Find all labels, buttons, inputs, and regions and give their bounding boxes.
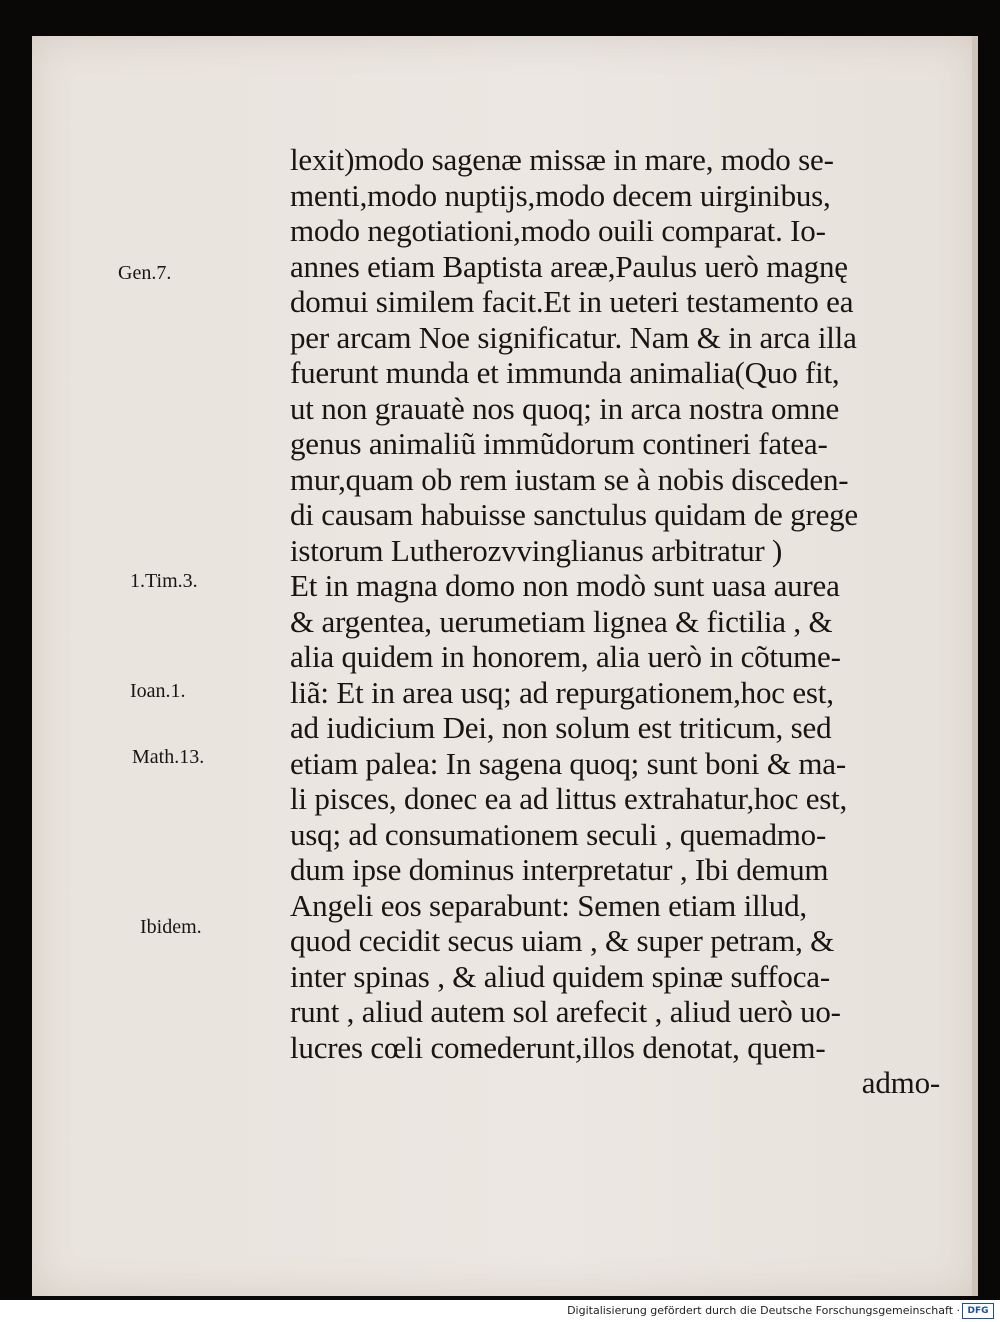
text-line: domui similem facit.Et in ueteri testamento ea	[290, 284, 854, 319]
text-line: Angeli eos separabunt: Semen etiam illud,	[290, 887, 807, 923]
text-line: ad iudicium Dei, non solum est triticum, sed	[290, 710, 832, 745]
text-line: alia quidem in honorem, alia uerò in cõtume-	[290, 639, 841, 674]
text-line: istorum Lutherozvvinglianus arbitratur )	[290, 532, 783, 568]
text-line: ut non grauatè nos quoq; in arca nostra omne	[290, 390, 840, 426]
dfg-logo: DFG	[962, 1303, 994, 1319]
marginal-note-ioan: Ioan.1.	[130, 680, 186, 702]
text-line: fuerunt munda et immunda animalia(Quo fit,	[290, 355, 840, 390]
marginal-note-tim: 1.Tim.3.	[130, 570, 198, 592]
text-line: annes etiam Baptista areæ,Paulus uerò magnę	[290, 248, 848, 284]
digitization-credit: Digitalisierung gefördert durch die Deutsche Forschungsgemeinschaft ·	[567, 1304, 960, 1317]
marginal-note-math: Math.13.	[132, 746, 205, 768]
page-edge	[972, 36, 978, 1296]
text-line: menti,modo nuptijs,modo decem uirginibus,	[290, 177, 831, 213]
text-line: li pisces, donec ea ad littus extrahatur,hoc est,	[290, 781, 848, 816]
text-line: usq; ad consumationem seculi , quemadmo-	[290, 816, 827, 852]
text-line: lexit)modo sagenæ missæ in mare, modo se-	[290, 142, 834, 177]
text-line: modo negotiationi,modo ouili comparat. Io-	[290, 213, 826, 248]
text-line: di causam habuisse sanctulus quidam de grege	[290, 497, 858, 532]
marginal-note-gen: Gen.7.	[118, 262, 172, 284]
marginal-note-ibidem: Ibidem.	[140, 916, 202, 938]
text-line: Et in magna domo non modò sunt uasa aurea	[290, 568, 840, 603]
text-line: genus animaliũ immũdorum contineri fatea-	[290, 426, 828, 461]
text-line: inter spinas , & aliud quidem spinæ suffoca-	[290, 958, 830, 994]
text-line: dum ipse dominus interpretatur , Ibi demum	[290, 852, 829, 887]
text-line: mur,quam ob rem iustam se à nobis disceden-	[290, 461, 849, 497]
body-text	[290, 142, 940, 1101]
text-line: runt , aliud autem sol arefecit , aliud uerò uo-	[290, 994, 841, 1029]
text-line: quod cecidit secus uiam , & super petram, &	[290, 923, 835, 958]
text-line: etiam palea: In sagena quoq; sunt boni & ma-	[290, 745, 846, 781]
catchword: admo-	[861, 1065, 940, 1100]
footer-bar	[0, 1300, 1000, 1322]
text-line: lucres cœli comederunt,illos denotat, quem-	[290, 1029, 826, 1065]
book-page	[32, 36, 978, 1296]
text-line: per arcam Noe significatur. Nam & in arca illa	[290, 319, 857, 355]
text-line: & argentea, uerumetiam lignea & fictilia , &	[290, 603, 833, 639]
text-line: liã: Et in area usq; ad repurgationem,hoc est,	[290, 674, 834, 710]
